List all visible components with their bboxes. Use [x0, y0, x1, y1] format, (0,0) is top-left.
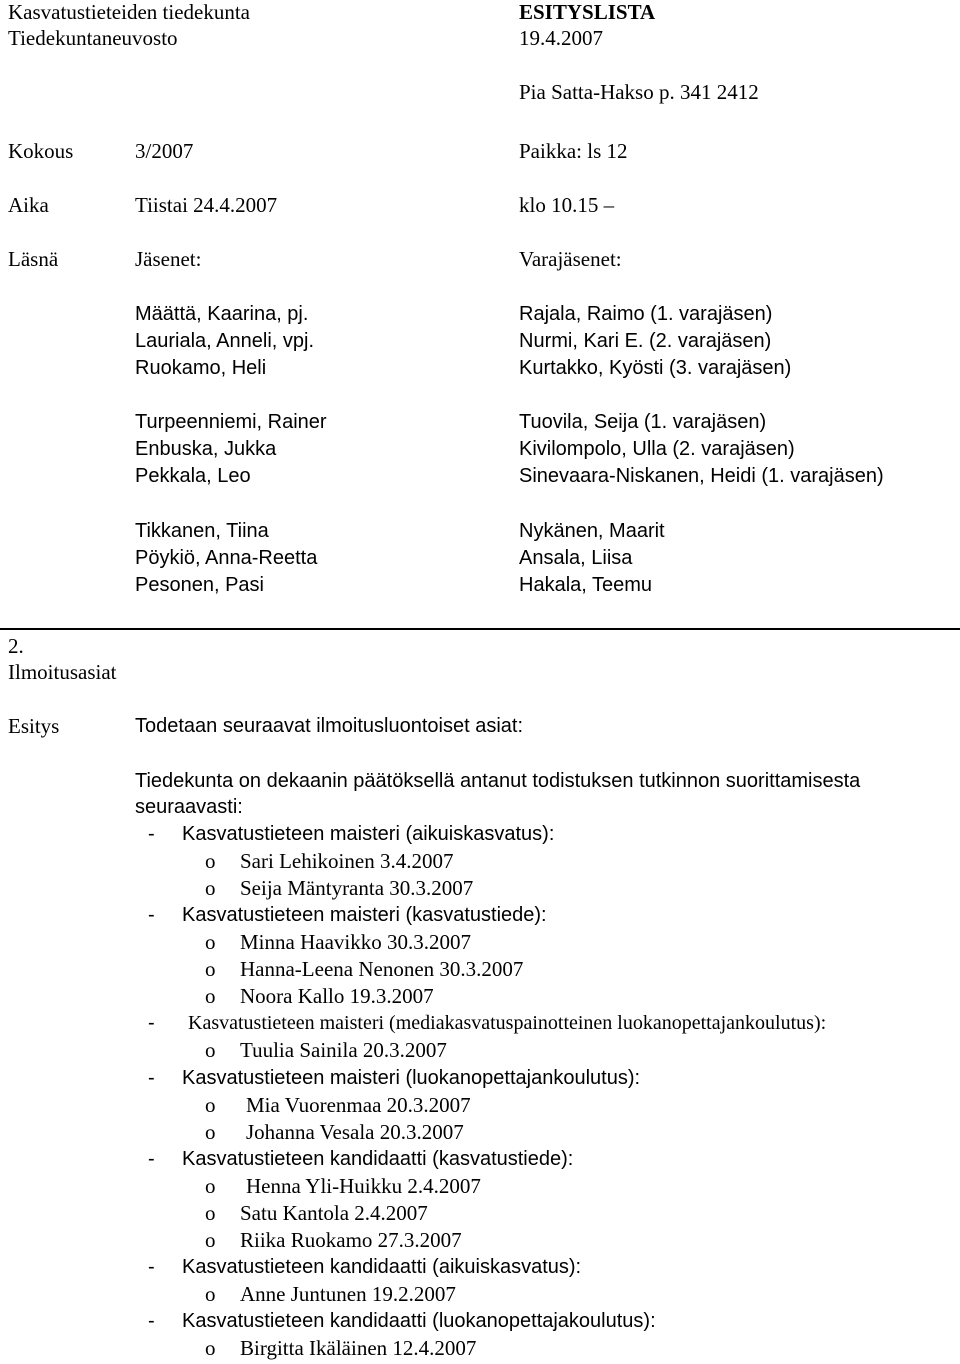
graduate-entry: Seija Mäntyranta 30.3.2007	[240, 876, 474, 900]
member-name: Pesonen, Pasi	[135, 574, 264, 596]
circle-bullet: o	[205, 1282, 216, 1306]
graduate-entry: Henna Yli-Huikku 2.4.2007	[246, 1174, 481, 1198]
member-name: Tikkanen, Tiina	[135, 520, 269, 542]
document-date: 19.4.2007	[519, 26, 603, 50]
graduate-entry: Noora Kallo 19.3.2007	[240, 984, 434, 1008]
deputy-name: Nykänen, Maarit	[519, 520, 665, 542]
circle-bullet: o	[205, 984, 216, 1008]
section-number: 2.	[8, 634, 24, 658]
circle-bullet: o	[205, 1201, 216, 1225]
contact-person: Pia Satta-Hakso p. 341 2412	[519, 80, 759, 104]
deputy-name: Rajala, Raimo (1. varajäsen)	[519, 303, 773, 325]
circle-bullet: o	[205, 1093, 216, 1117]
degree-title: Kasvatustieteen kandidaatti (aikuiskasvatus):	[182, 1256, 582, 1278]
degree-title: Kasvatustieteen maisteri (aikuiskasvatus):	[182, 823, 555, 845]
degree-title: Kasvatustieteen maisteri (mediakasvatuspainotteinen luokanopettajankoulutus):	[188, 1012, 827, 1034]
intro-text: seuraavasti:	[135, 796, 243, 818]
graduate-entry: Birgitta Ikäläinen 12.4.2007	[240, 1336, 477, 1360]
member-name: Pekkala, Leo	[135, 465, 251, 487]
dash-bullet: -	[148, 904, 155, 926]
dash-bullet: -	[148, 1012, 155, 1034]
dash-bullet: -	[148, 1256, 155, 1278]
esitys-label: Esitys	[8, 714, 60, 738]
degree-title: Kasvatustieteen kandidaatti (kasvatustiede):	[182, 1148, 574, 1170]
graduate-entry: Anne Juntunen 19.2.2007	[240, 1282, 456, 1306]
deputy-name: Hakala, Teemu	[519, 574, 653, 596]
degree-title: Kasvatustieteen maisteri (luokanopettajankoulutus):	[182, 1067, 641, 1089]
kokous-label: Kokous	[8, 139, 74, 163]
aika-label: Aika	[8, 193, 49, 217]
graduate-entry: Satu Kantola 2.4.2007	[240, 1201, 428, 1225]
degree-title: Kasvatustieteen maisteri (kasvatustiede):	[182, 904, 547, 926]
deputy-name: Nurmi, Kari E. (2. varajäsen)	[519, 330, 772, 352]
meeting-place: Paikka: ls 12	[519, 139, 628, 163]
circle-bullet: o	[205, 1336, 216, 1360]
degree-title: Kasvatustieteen kandidaatti (luokanopettajakoulutus):	[182, 1310, 656, 1332]
member-name: Pöykiö, Anna-Reetta	[135, 547, 318, 569]
deputies-label: Varajäsenet:	[519, 247, 622, 271]
esitys-text: Todetaan seuraavat ilmoitusluontoiset asiat:	[135, 715, 524, 737]
dash-bullet: -	[148, 1310, 155, 1332]
dash-bullet: -	[148, 1148, 155, 1170]
circle-bullet: o	[205, 876, 216, 900]
circle-bullet: o	[205, 930, 216, 954]
dash-bullet: -	[148, 823, 155, 845]
dash-bullet: -	[148, 1067, 155, 1089]
lasna-label: Läsnä	[8, 247, 59, 271]
circle-bullet: o	[205, 1038, 216, 1062]
section-title: Ilmoitusasiat	[8, 660, 117, 684]
council-name: Tiedekuntaneuvosto	[8, 26, 178, 50]
member-name: Lauriala, Anneli, vpj.	[135, 330, 315, 352]
circle-bullet: o	[205, 957, 216, 981]
circle-bullet: o	[205, 1174, 216, 1198]
members-label: Jäsenet:	[135, 247, 202, 271]
graduate-entry: Tuulia Sainila 20.3.2007	[240, 1038, 447, 1062]
deputy-name: Kivilompolo, Ulla (2. varajäsen)	[519, 438, 795, 460]
kokous-value: 3/2007	[135, 139, 194, 163]
member-name: Ruokamo, Heli	[135, 357, 267, 379]
section-divider	[0, 628, 960, 630]
deputy-name: Kurtakko, Kyösti (3. varajäsen)	[519, 357, 792, 379]
intro-text: Tiedekunta on dekaanin päätöksellä antanut todistuksen tutkinnon suorittamisesta	[135, 770, 861, 792]
graduate-entry: Mia Vuorenmaa 20.3.2007	[246, 1093, 471, 1117]
member-name: Turpeenniemi, Rainer	[135, 411, 327, 433]
graduate-entry: Riika Ruokamo 27.3.2007	[240, 1228, 462, 1252]
circle-bullet: o	[205, 1228, 216, 1252]
document-type: ESITYSLISTA	[519, 0, 656, 24]
deputy-name: Ansala, Liisa	[519, 547, 633, 569]
deputy-name: Sinevaara-Niskanen, Heidi (1. varajäsen)	[519, 465, 884, 487]
member-name: Enbuska, Jukka	[135, 438, 277, 460]
member-name: Määttä, Kaarina, pj.	[135, 303, 309, 325]
graduate-entry: Minna Haavikko 30.3.2007	[240, 930, 471, 954]
aika-value: Tiistai 24.4.2007	[135, 193, 278, 217]
graduate-entry: Hanna-Leena Nenonen 30.3.2007	[240, 957, 524, 981]
graduate-entry: Johanna Vesala 20.3.2007	[246, 1120, 464, 1144]
graduate-entry: Sari Lehikoinen 3.4.2007	[240, 849, 454, 873]
deputy-name: Tuovila, Seija (1. varajäsen)	[519, 411, 767, 433]
circle-bullet: o	[205, 1120, 216, 1144]
meeting-time: klo 10.15 –	[519, 193, 615, 217]
circle-bullet: o	[205, 849, 216, 873]
faculty-name: Kasvatustieteiden tiedekunta	[8, 0, 251, 24]
